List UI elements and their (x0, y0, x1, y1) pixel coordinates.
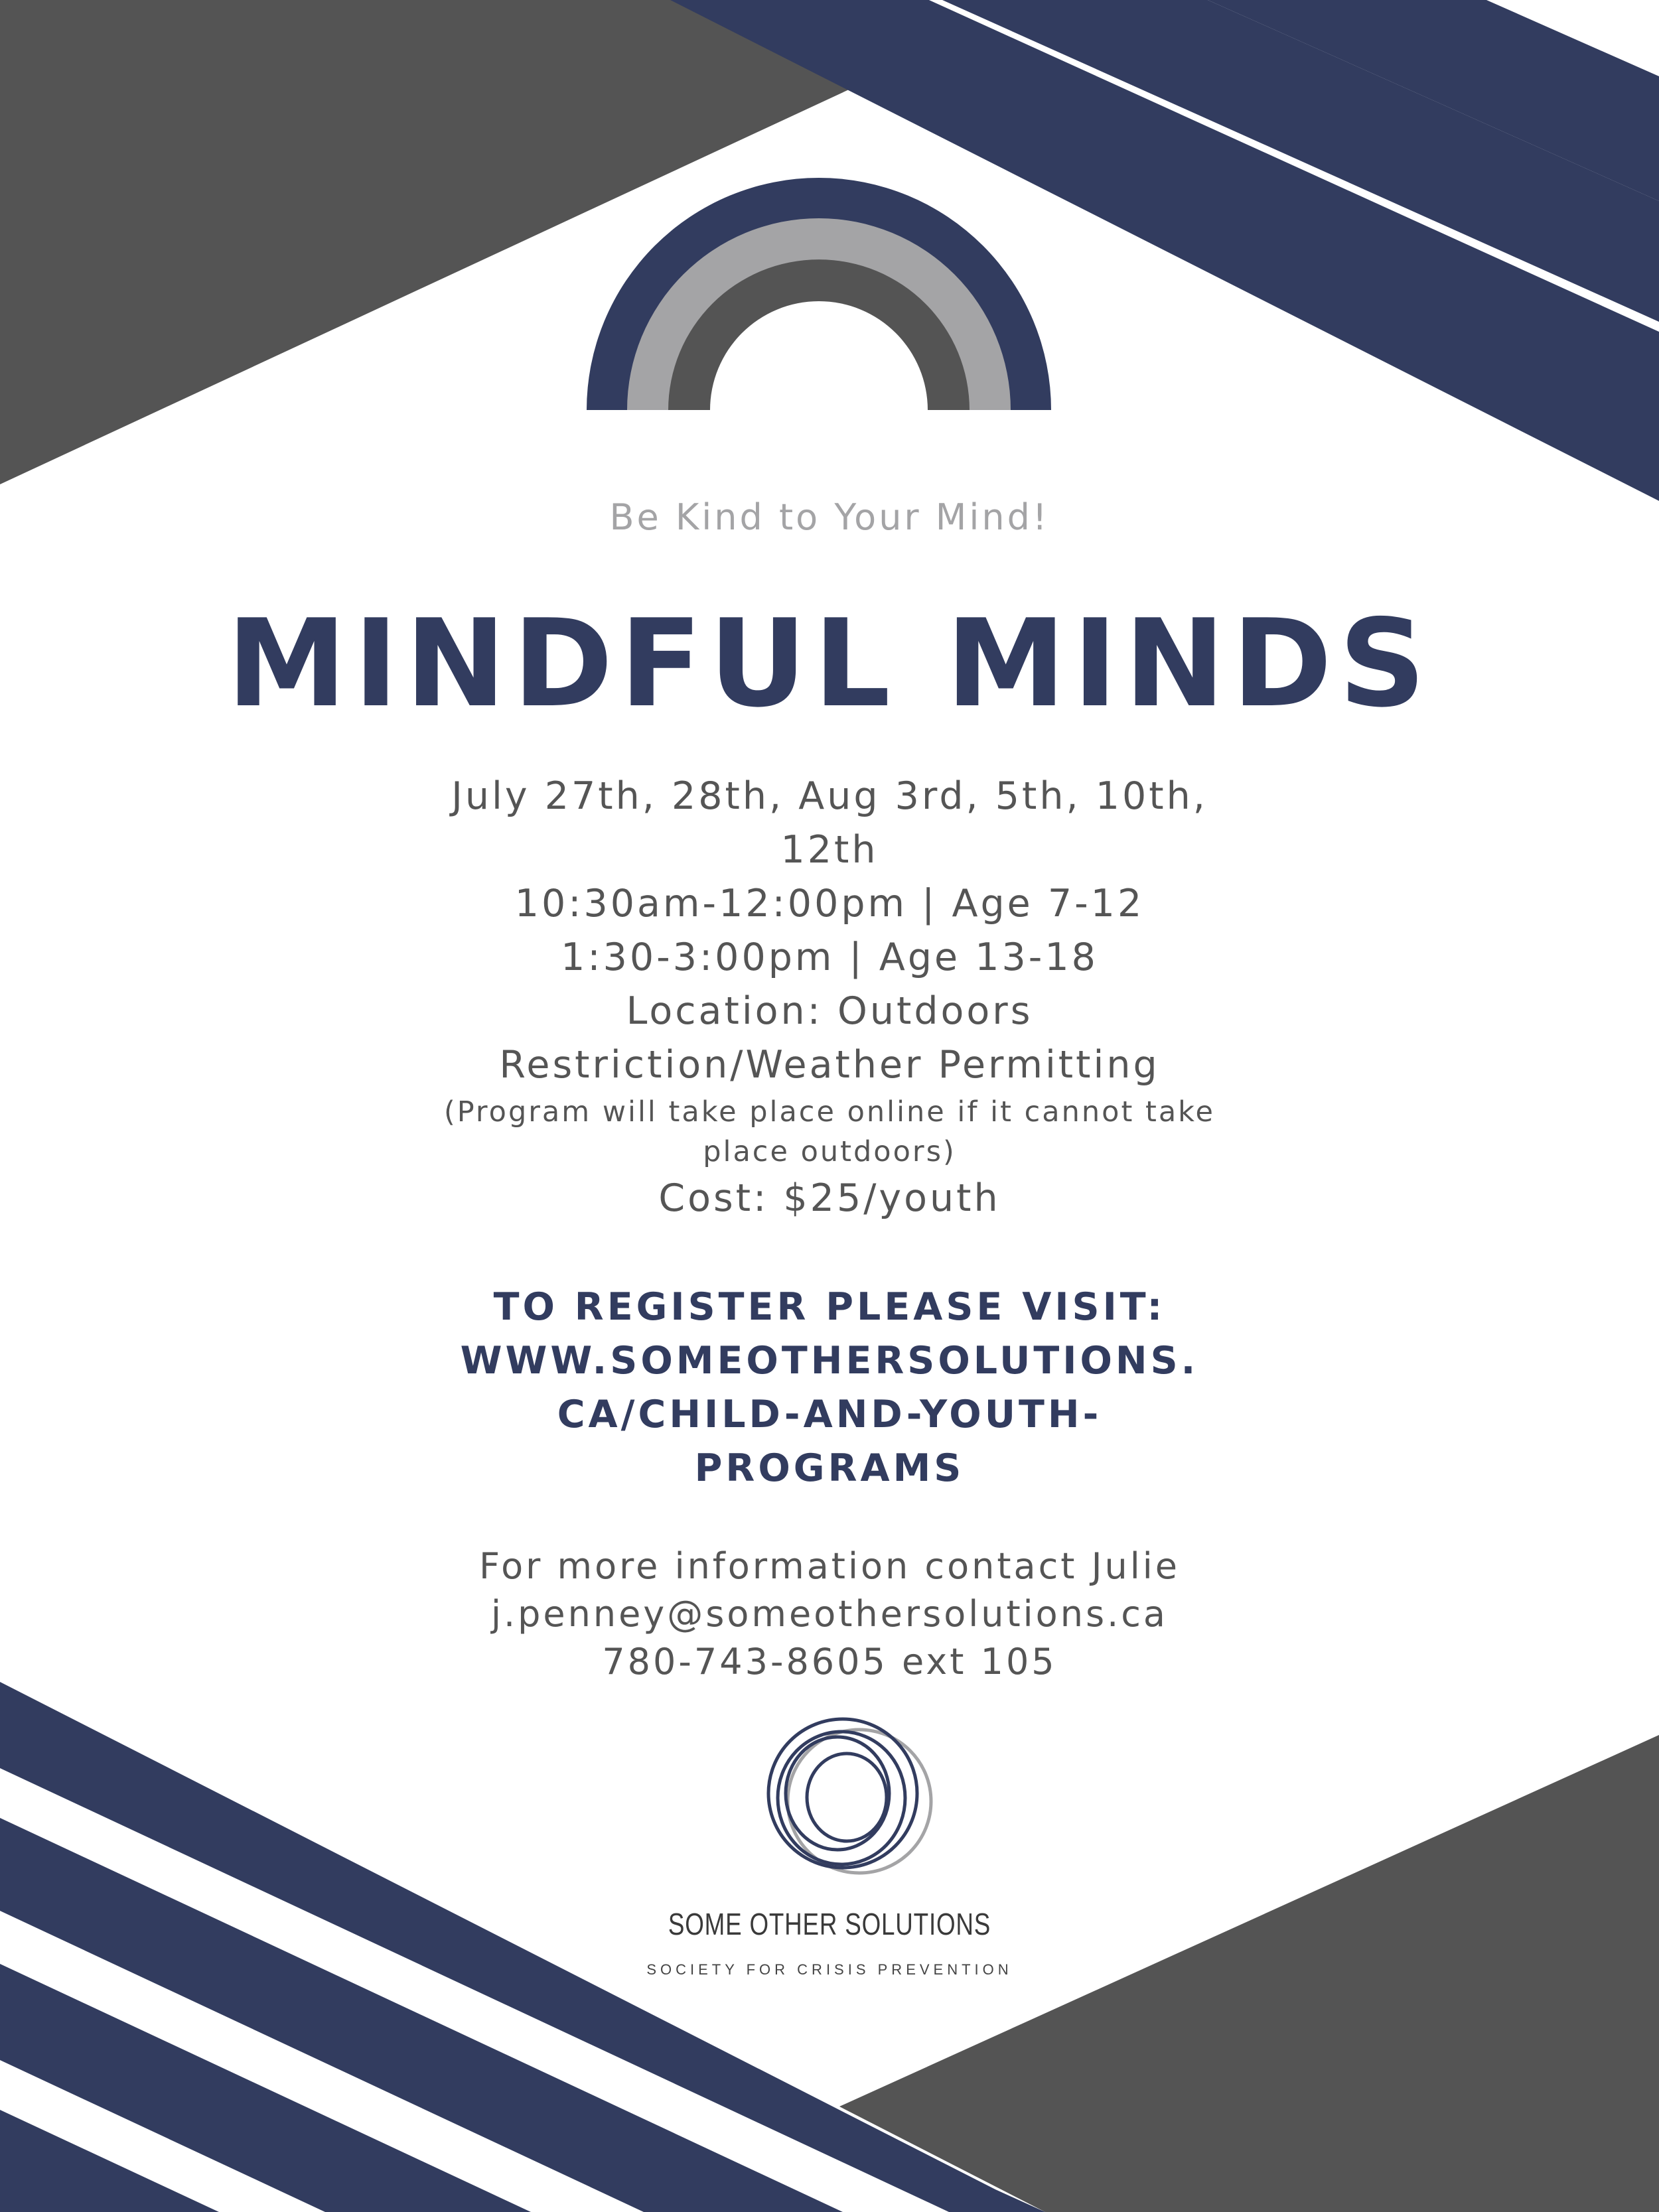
register-heading: TO REGISTER PLEASE VISIT: (493, 1285, 1166, 1329)
dates-line-1: July 27th, 28th, Aug 3rd, 5th, 10th, (451, 774, 1208, 818)
tagline: Be Kind to Your Mind! (609, 496, 1050, 538)
contact-phone: 780-743-8605 ext 105 (602, 1641, 1057, 1683)
cost: Cost: $25/youth (658, 1176, 1001, 1220)
contact-intro: For more information contact Julie (478, 1545, 1181, 1587)
organization-subtitle: SOCIETY FOR CRISIS PREVENTION (646, 1961, 1013, 1978)
organization-name: SOME OTHER SOLUTIONS (668, 1907, 991, 1941)
online-note-line-1: (Program will take place online if it cannot take (443, 1095, 1216, 1129)
session-senior: 1:30-3:00pm | Age 13-18 (561, 935, 1098, 979)
register-url-line-2[interactable]: CA/CHILD-AND-YOUTH- (557, 1393, 1102, 1436)
location-line-2: Restriction/Weather Permitting (499, 1043, 1160, 1087)
contact-block (0, 1543, 1659, 1686)
dates-line-2: 12th (780, 828, 879, 872)
page-title: MINDFUL MINDS (226, 593, 1433, 734)
organization-logo-icon (763, 1715, 942, 1894)
register-url-line-3[interactable]: PROGRAMS (694, 1446, 965, 1490)
register-block (0, 1280, 1659, 1495)
online-note-line-2: place outdoors) (703, 1135, 956, 1168)
register-url-line-1[interactable]: WWW.SOMEOTHERSOLUTIONS. (460, 1339, 1199, 1383)
session-junior: 10:30am-12:00pm | Age 7-12 (514, 882, 1145, 926)
location-line-1: Location: Outdoors (626, 989, 1033, 1033)
program-details (0, 770, 1659, 1225)
contact-email[interactable]: j.penney@someothersolutions.ca (490, 1593, 1169, 1635)
